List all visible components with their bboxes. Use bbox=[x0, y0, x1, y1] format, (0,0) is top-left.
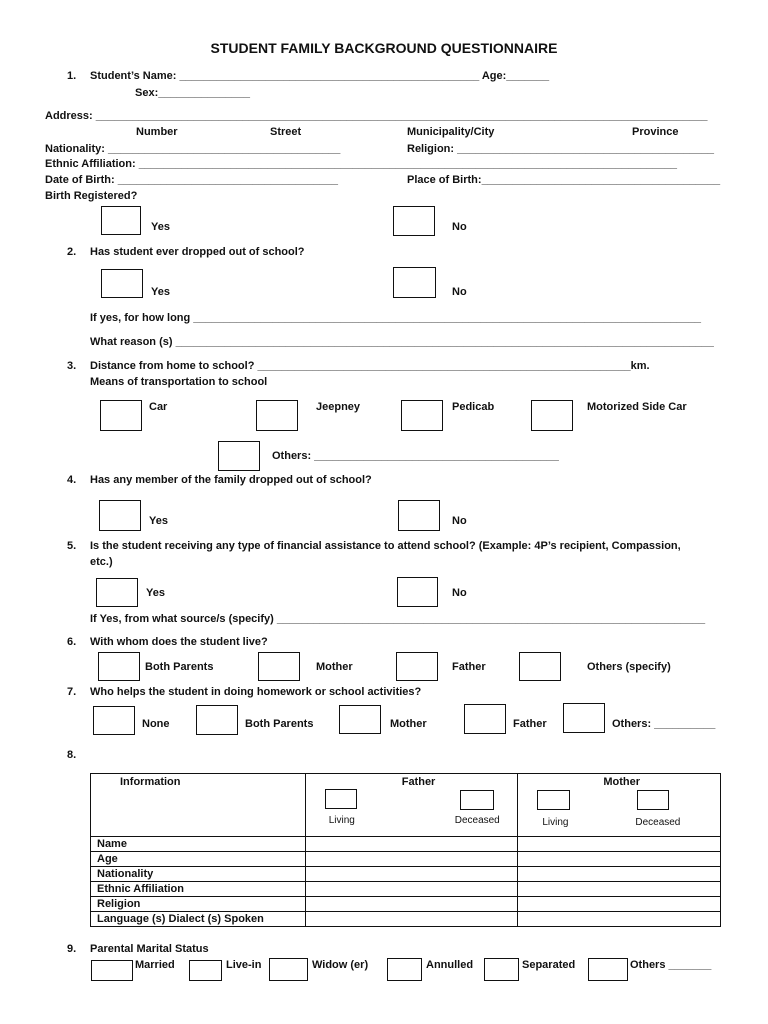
financial-assistance-yes-checkbox[interactable] bbox=[96, 578, 138, 607]
homework-help-mother-checkbox[interactable] bbox=[339, 705, 381, 734]
family-dropout-yes-checkbox[interactable] bbox=[99, 500, 141, 531]
lives-with-father-checkbox[interactable] bbox=[396, 652, 438, 681]
marital-annulled-label: Annulled bbox=[426, 959, 474, 971]
q5-number: 5. bbox=[67, 540, 77, 552]
father-ethnic-cell[interactable] bbox=[305, 882, 518, 897]
address-field[interactable]: Address: ____________________________________________________________________________________________________ bbox=[45, 110, 708, 122]
table-row bbox=[91, 912, 721, 927]
transport-others-checkbox[interactable] bbox=[218, 441, 260, 471]
father-deceased-checkbox[interactable] bbox=[460, 790, 494, 810]
marital-separated-checkbox[interactable] bbox=[484, 958, 519, 981]
transport-label: Means of transportation to school bbox=[90, 376, 268, 388]
q5-question-cont: etc.) bbox=[90, 556, 113, 568]
dropped-out-yes-checkbox[interactable] bbox=[101, 269, 143, 298]
header-father bbox=[305, 774, 518, 837]
mother-religion-cell[interactable] bbox=[518, 897, 721, 912]
distance-field[interactable]: Distance from home to school? _____________________________________________________________km. bbox=[90, 360, 650, 372]
q7-number: 7. bbox=[67, 686, 77, 698]
transport-pedicab-checkbox[interactable] bbox=[401, 400, 443, 431]
father-living-checkbox[interactable] bbox=[325, 789, 357, 809]
marital-others-checkbox[interactable] bbox=[588, 958, 628, 981]
father-nationality-cell[interactable] bbox=[305, 867, 518, 882]
address-label-city: Municipality/City bbox=[407, 126, 495, 138]
header-mother bbox=[518, 774, 721, 837]
q2-number: 2. bbox=[67, 246, 77, 258]
father-age-cell[interactable] bbox=[305, 852, 518, 867]
mother-ethnic-cell[interactable] bbox=[518, 882, 721, 897]
q6-number: 6. bbox=[67, 636, 77, 648]
father-living-label: Living bbox=[328, 815, 355, 826]
marital-married-checkbox[interactable] bbox=[91, 960, 133, 981]
homework-help-others-checkbox[interactable] bbox=[563, 703, 605, 733]
transport-others-field[interactable]: Others: ________________________________________ bbox=[272, 450, 559, 462]
father-deceased-label: Deceased bbox=[454, 815, 500, 826]
marital-others-field[interactable]: Others _______ bbox=[630, 959, 712, 971]
lives-with-others-checkbox[interactable] bbox=[519, 652, 561, 681]
lives-with-both-parents-label: Both Parents bbox=[145, 661, 214, 673]
q3-number: 3. bbox=[67, 360, 77, 372]
mother-age-cell[interactable] bbox=[518, 852, 721, 867]
marital-widow-checkbox[interactable] bbox=[269, 958, 308, 981]
header-mother-label: Mother bbox=[603, 776, 641, 788]
homework-help-none-label: None bbox=[142, 718, 170, 730]
lives-with-others-label: Others (specify) bbox=[587, 661, 671, 673]
dropped-out-no-checkbox[interactable] bbox=[393, 267, 436, 298]
q9-number: 9. bbox=[67, 943, 77, 955]
marital-livein-checkbox[interactable] bbox=[189, 960, 222, 981]
religion-field[interactable]: Religion: __________________________________________ bbox=[407, 143, 715, 155]
homework-help-father-checkbox[interactable] bbox=[464, 704, 506, 734]
lives-with-mother-checkbox[interactable] bbox=[258, 652, 300, 681]
transport-jeepney-checkbox[interactable] bbox=[256, 400, 298, 431]
q4-number: 4. bbox=[67, 474, 77, 486]
sex-field[interactable]: Sex:_______________ bbox=[135, 87, 251, 99]
marital-annulled-checkbox[interactable] bbox=[387, 958, 422, 981]
family-dropout-no-checkbox[interactable] bbox=[398, 500, 440, 531]
marital-widow-label: Widow (er) bbox=[312, 959, 369, 971]
header-information bbox=[91, 774, 306, 837]
header-father-label: Father bbox=[401, 776, 436, 788]
financial-assistance-no-label: No bbox=[452, 587, 467, 599]
nationality-field[interactable]: Nationality: ______________________________________ bbox=[45, 143, 341, 155]
family-dropout-yes-label: Yes bbox=[149, 515, 168, 527]
q2-question: Has student ever dropped out of school? bbox=[90, 246, 305, 258]
birth-registered-yes-label: Yes bbox=[151, 221, 170, 233]
mother-deceased-label: Deceased bbox=[635, 817, 681, 828]
date-of-birth-field[interactable]: Date of Birth: ____________________________________ bbox=[45, 174, 338, 186]
mother-living-label: Living bbox=[542, 817, 569, 828]
ethnic-affiliation-field[interactable]: Ethnic Affiliation: ________________________________________________________________________________________ bbox=[45, 158, 678, 170]
row-label: Nationality bbox=[91, 867, 306, 882]
homework-help-none-checkbox[interactable] bbox=[93, 706, 135, 735]
financial-assistance-no-checkbox[interactable] bbox=[397, 577, 438, 607]
family-dropout-no-label: No bbox=[452, 515, 467, 527]
mother-language-cell[interactable] bbox=[518, 912, 721, 927]
homework-help-both-parents-label: Both Parents bbox=[245, 718, 314, 730]
father-name-cell[interactable] bbox=[305, 837, 518, 852]
row-label: Ethnic Affiliation bbox=[91, 882, 306, 897]
marital-livein-label: Live-in bbox=[226, 959, 262, 971]
transport-jeepney-label: Jeepney bbox=[316, 401, 361, 413]
lives-with-father-label: Father bbox=[452, 661, 486, 673]
dropout-duration-field[interactable]: If yes, for how long ___________________________________________________________________________________ bbox=[90, 312, 702, 324]
dropout-reason-field[interactable]: What reason (s) ________________________________________________________________________________________ bbox=[90, 336, 714, 348]
homework-help-father-label: Father bbox=[513, 718, 547, 730]
row-label: Religion bbox=[91, 897, 306, 912]
father-religion-cell[interactable] bbox=[305, 897, 518, 912]
table-row bbox=[91, 837, 721, 852]
table-row bbox=[91, 852, 721, 867]
q6-question: With whom does the student live? bbox=[90, 636, 268, 648]
assistance-source-field[interactable]: If Yes, from what source/s (specify) ______________________________________________________________________ bbox=[90, 613, 706, 625]
address-label-province: Province bbox=[632, 126, 679, 138]
q4-question: Has any member of the family dropped out of school? bbox=[90, 474, 372, 486]
q9-question: Parental Marital Status bbox=[90, 943, 209, 955]
birth-registered-label: Birth Registered? bbox=[45, 190, 138, 202]
transport-pedicab-label: Pedicab bbox=[452, 401, 495, 413]
birth-registered-yes-checkbox[interactable] bbox=[101, 206, 141, 235]
table-row bbox=[91, 882, 721, 897]
parent-info-table bbox=[90, 773, 721, 927]
marital-married-label: Married bbox=[135, 959, 175, 971]
birth-registered-no-checkbox[interactable] bbox=[393, 206, 435, 236]
homework-help-others-field[interactable]: Others: __________ bbox=[612, 718, 716, 730]
dropped-out-no-label: No bbox=[452, 286, 467, 298]
q8-number: 8. bbox=[67, 749, 77, 761]
table-row bbox=[91, 897, 721, 912]
transport-car-checkbox[interactable] bbox=[100, 400, 142, 431]
mother-deceased-checkbox[interactable] bbox=[637, 790, 669, 810]
student-name-field[interactable]: Student’s Name: _________________________________________________ Age:_______ bbox=[90, 70, 550, 82]
header-information-label: Information bbox=[120, 776, 181, 788]
transport-sidecar-label: Motorized Side Car bbox=[587, 401, 687, 413]
homework-help-mother-label: Mother bbox=[390, 718, 427, 730]
mother-nationality-cell[interactable] bbox=[518, 867, 721, 882]
row-label: Name bbox=[91, 837, 306, 852]
row-label: Age bbox=[91, 852, 306, 867]
q7-question: Who helps the student in doing homework or school activities? bbox=[90, 686, 422, 698]
lives-with-mother-label: Mother bbox=[316, 661, 353, 673]
birth-registered-no-label: No bbox=[452, 221, 467, 233]
dropped-out-yes-label: Yes bbox=[151, 286, 170, 298]
table-row bbox=[91, 867, 721, 882]
transport-car-label: Car bbox=[149, 401, 168, 413]
transport-sidecar-checkbox[interactable] bbox=[531, 400, 573, 431]
address-label-number: Number bbox=[136, 126, 178, 138]
table-header-row bbox=[91, 774, 721, 837]
financial-assistance-yes-label: Yes bbox=[146, 587, 165, 599]
mother-name-cell[interactable] bbox=[518, 837, 721, 852]
mother-living-checkbox[interactable] bbox=[537, 790, 570, 810]
lives-with-both-parents-checkbox[interactable] bbox=[98, 652, 140, 681]
q5-question: Is the student receiving any type of financial assistance to attend school? (Example: 4P’s recipient, Compassion, bbox=[90, 540, 681, 552]
marital-separated-label: Separated bbox=[522, 959, 576, 971]
father-language-cell[interactable] bbox=[305, 912, 518, 927]
address-label-street: Street bbox=[270, 126, 302, 138]
q1-number: 1. bbox=[67, 70, 77, 82]
homework-help-both-parents-checkbox[interactable] bbox=[196, 705, 238, 735]
page-title: STUDENT FAMILY BACKGROUND QUESTIONNAIRE bbox=[210, 40, 558, 56]
place-of-birth-field[interactable]: Place of Birth:_______________________________________ bbox=[407, 174, 721, 186]
row-label: Language (s) Dialect (s) Spoken bbox=[91, 912, 306, 927]
